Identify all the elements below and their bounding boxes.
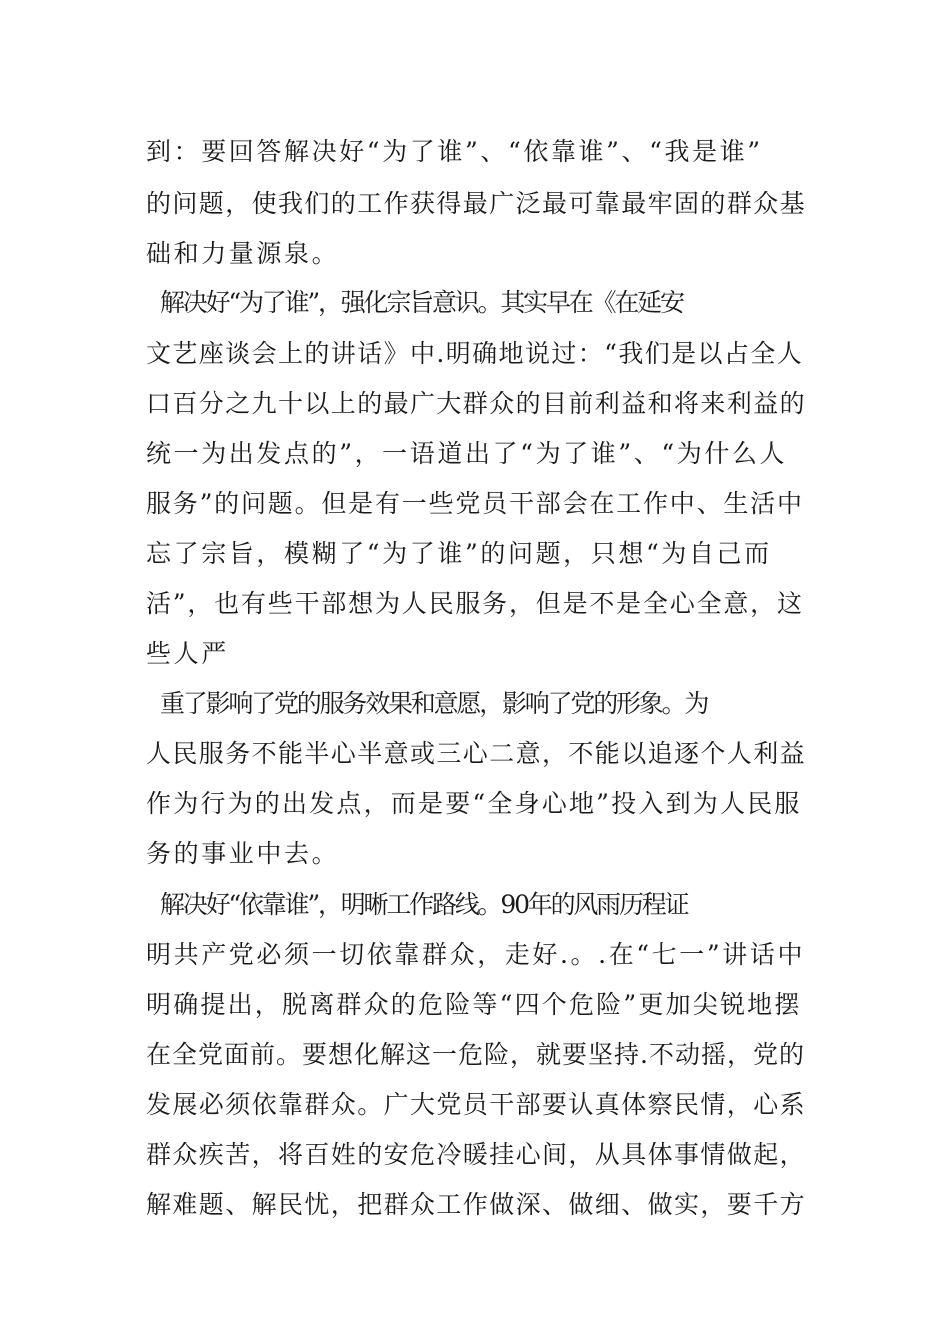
text-line: 忘了宗旨，模糊了“为了谁”的问题，只想“为自己而 xyxy=(146,539,772,568)
text-line: 解难题、解民忧，把群众工作做深、做细、做实，要千方 xyxy=(146,1190,807,1219)
text-line: 在全党面前。要想化解这一危险，就要坚持.不动摇，党的 xyxy=(146,1040,805,1069)
text-line: 的问题，使我们的工作获得最广泛最可靠最牢固的群众基 xyxy=(146,189,807,218)
text-line: 明确提出，脱离群众的危险等“四个危险”更加尖锐地摆 xyxy=(146,990,802,1019)
text-line: 文艺座谈会上的讲话》中.明确地说过：“我们是以占全人 xyxy=(146,339,804,368)
text-line: 解决好“依靠谁”，明晰工作路线。90年的风雨历程证 xyxy=(160,890,688,919)
text-line: 人民服务不能半心半意或三心二意，不能以追逐个人利益 xyxy=(146,739,807,768)
text-line: 些人严 xyxy=(146,639,229,668)
text-line: 口百分之九十以上的最广大群众的目前利益和将来利益的 xyxy=(146,389,807,418)
text-line: 群众疾苦，将百姓的安危冷暖挂心间，从具体事情做起， xyxy=(146,1140,807,1169)
text-line: 明共产党必须一切依靠群众，走好.。.在“七一”讲话中 xyxy=(146,940,806,969)
text-line: 重了影响了党的服务效果和意愿，影响了党的形象。为 xyxy=(160,689,708,718)
text-line: 作为行为的出发点，而是要“全身心地”投入到为人民服 xyxy=(146,789,802,818)
text-line: 统一为出发点的”，一语道出了“为了谁”、“为什么人 xyxy=(146,439,788,468)
text-line: 发展必须依靠群众。广大党员干部要认真体察民情，心系 xyxy=(146,1090,807,1119)
text-line: 础和力量源泉。 xyxy=(146,239,340,268)
text-line: 务的事业中去。 xyxy=(146,839,340,868)
text-line: 活”，也有些干部想为人民服务，但是不是全心全意，这 xyxy=(146,589,804,618)
text-line: 解决好“为了谁”，强化宗旨意识。其实早在《在延安 xyxy=(160,288,683,317)
text-line: 到：要回答解决好“为了谁”、“依靠谁”、“我是谁” xyxy=(146,137,763,166)
text-line: 服务”的问题。但是有一些党员干部会在工作中、生活中 xyxy=(146,489,804,518)
